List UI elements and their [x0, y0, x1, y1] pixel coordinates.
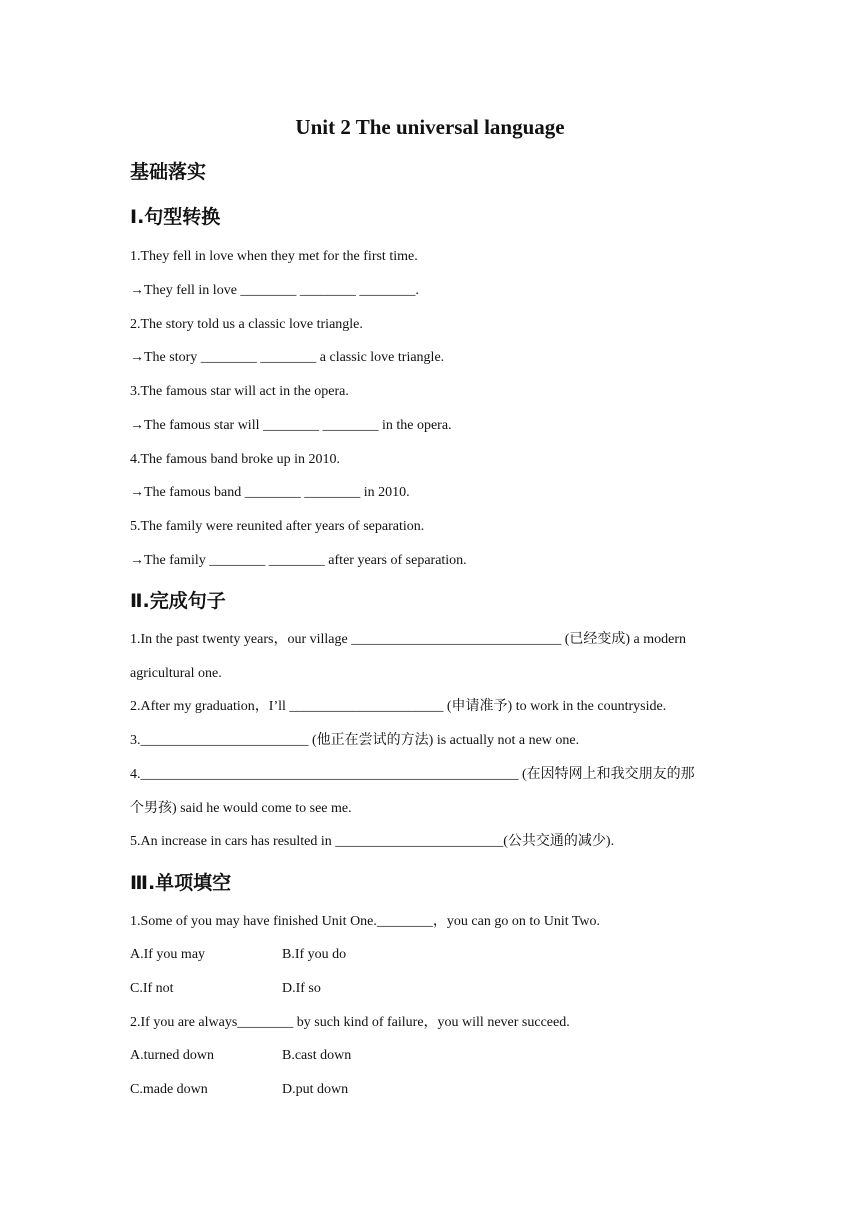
page-title: Unit 2 The universal language — [295, 115, 565, 139]
part1-heading: Ⅰ.句型转换 — [130, 206, 221, 228]
part1-line: 3.The famous star will act in the opera. — [130, 384, 349, 399]
option-d: D.put down — [282, 1082, 349, 1097]
section-heading-basic: 基础落实 — [130, 161, 207, 183]
option-c: C.If not — [130, 981, 174, 996]
part1-line: →The family ________ ________ after years of separation. — [130, 553, 467, 568]
part1-line: 2.The story told us a classic love triangle. — [130, 317, 363, 332]
part1-line: 1.They fell in love when they met for the first time. — [130, 249, 418, 264]
part2-line: 4.______________________________________________________ (在因特网上和我交朋友的那 — [130, 767, 695, 782]
part2-line: agricultural one. — [130, 666, 222, 681]
part1-line: →The famous band ________ ________ in 2010. — [130, 485, 410, 500]
option-b: B.If you do — [282, 947, 347, 962]
option-c: C.made down — [130, 1082, 208, 1097]
part3-heading: Ⅲ.单项填空 — [130, 872, 232, 894]
part2-line: 个男孩) said he would come to see me. — [130, 801, 352, 816]
question-stem: 1.Some of you may have finished Unit One.________，you can go on to Unit Two. — [130, 914, 601, 929]
part1-line: →The famous star will ________ ________ in the opera. — [130, 418, 452, 433]
part2-heading: Ⅱ.完成句子 — [130, 590, 226, 612]
part2-line: 5.An increase in cars has resulted in ________________________(公共交通的减少). — [130, 834, 615, 849]
option-b: B.cast down — [282, 1048, 352, 1063]
part1-line: →The story ________ ________ a classic love triangle. — [130, 350, 445, 365]
option-a: A.turned down — [130, 1048, 214, 1063]
option-a: A.If you may — [130, 947, 206, 962]
option-d: D.If so — [282, 981, 321, 996]
part2-line: 3.________________________ (他正在尝试的方法) is actually not a new one. — [130, 733, 580, 748]
part1-line: →They fell in love ________ ________ ________. — [130, 283, 419, 298]
question-stem: 2.If you are always________ by such kind of failure，you will never succeed. — [130, 1015, 570, 1030]
part1-line: 5.The family were reunited after years of separation. — [130, 519, 425, 534]
part1-line: 4.The famous band broke up in 2010. — [130, 452, 340, 467]
part2-line: 2.After my graduation，I’ll ______________________ (申请准予) to work in the countryside. — [130, 699, 667, 714]
part2-line: 1.In the past twenty years，our village ______________________________ (已经变成) a modern — [130, 632, 687, 647]
